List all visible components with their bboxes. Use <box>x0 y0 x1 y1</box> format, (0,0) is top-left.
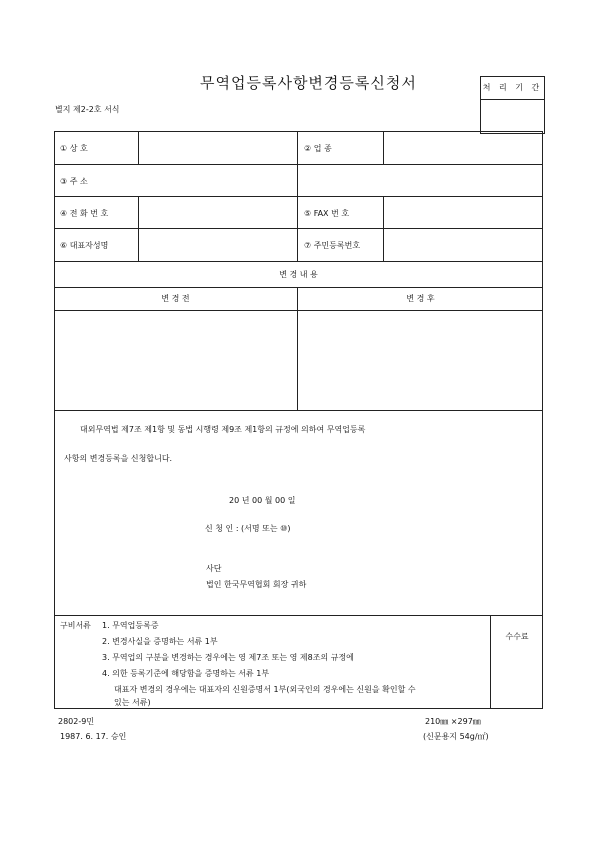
approval-date: 1987. 6. 17. 승인 <box>60 732 127 741</box>
fax-label: ⑤ FAX 번 호 <box>304 209 350 218</box>
after-change-field[interactable] <box>300 312 540 409</box>
form-number: 별지 제2-2호 서식 <box>55 105 120 114</box>
representative-field[interactable] <box>140 230 295 260</box>
resident-number-field[interactable] <box>385 230 540 260</box>
phone-label: ④ 전 화 번 호 <box>60 209 109 218</box>
representative-label: ⑥ 대표자성명 <box>60 241 109 250</box>
application-date: 20 년 00 월 00 일 <box>229 496 296 505</box>
processing-period-label: 처 리 기 간 <box>481 77 544 100</box>
phone-field[interactable] <box>140 198 295 227</box>
form-code: 2802-9민 <box>58 717 95 726</box>
address-field[interactable] <box>140 166 540 195</box>
fee-label: 수수료 <box>505 632 529 641</box>
change-details-header: 변 경 내 용 <box>279 270 318 279</box>
company-name-field[interactable] <box>140 133 295 163</box>
recipient-line-1: 사단 <box>206 564 222 573</box>
document-item: 3. 무역업의 구분을 변경하는 경우에는 영 제7조 또는 영 제8조의 규정에 <box>102 653 354 662</box>
paper-size: 210㎜ ×297㎜ <box>425 717 481 726</box>
after-change-header: 변 경 후 <box>406 294 435 303</box>
document-item: 대표자 변경의 경우에는 대표자의 신원증명서 1부(외국인의 경우에는 신원을 확인할 수 <box>114 685 416 694</box>
paper-type: (신문용지 54g/㎡) <box>423 732 489 741</box>
resident-number-label: ⑦ 주민등록번호 <box>304 241 361 250</box>
page-title: 무역업등록사항변경등록신청서 <box>200 74 417 92</box>
statement-line-1: 대외무역법 제7조 제1항 및 동법 시행령 제9조 제1항의 규정에 의하여 무역업등록 <box>80 425 366 434</box>
form-table <box>54 131 543 709</box>
document-item: 4. 의한 등록기준에 해당함을 증명하는 서류 1부 <box>102 669 270 678</box>
document-item: 2. 변경사실을 증명하는 서류 1부 <box>102 637 218 646</box>
before-change-header: 변 경 전 <box>161 294 190 303</box>
document-item: 있는 서류) <box>114 698 151 707</box>
recipient-line-2: 법인 한국무역협회 회장 귀하 <box>206 580 307 589</box>
address-label: ③ 주 소 <box>60 177 88 186</box>
business-type-label: ② 업 종 <box>304 144 332 153</box>
before-change-field[interactable] <box>56 312 295 409</box>
documents-label: 구비서류 <box>60 621 91 630</box>
applicant-line: 신 청 인 : (서명 또는 ⑩) <box>205 524 291 533</box>
fax-field[interactable] <box>385 198 540 227</box>
statement-line-2: 사항의 변경등록을 신청합니다. <box>64 454 173 463</box>
business-type-field[interactable] <box>385 133 540 163</box>
processing-period-box <box>480 76 545 134</box>
document-item: 1. 무역업등록증 <box>102 621 159 630</box>
company-name-label: ① 상 호 <box>60 144 88 153</box>
